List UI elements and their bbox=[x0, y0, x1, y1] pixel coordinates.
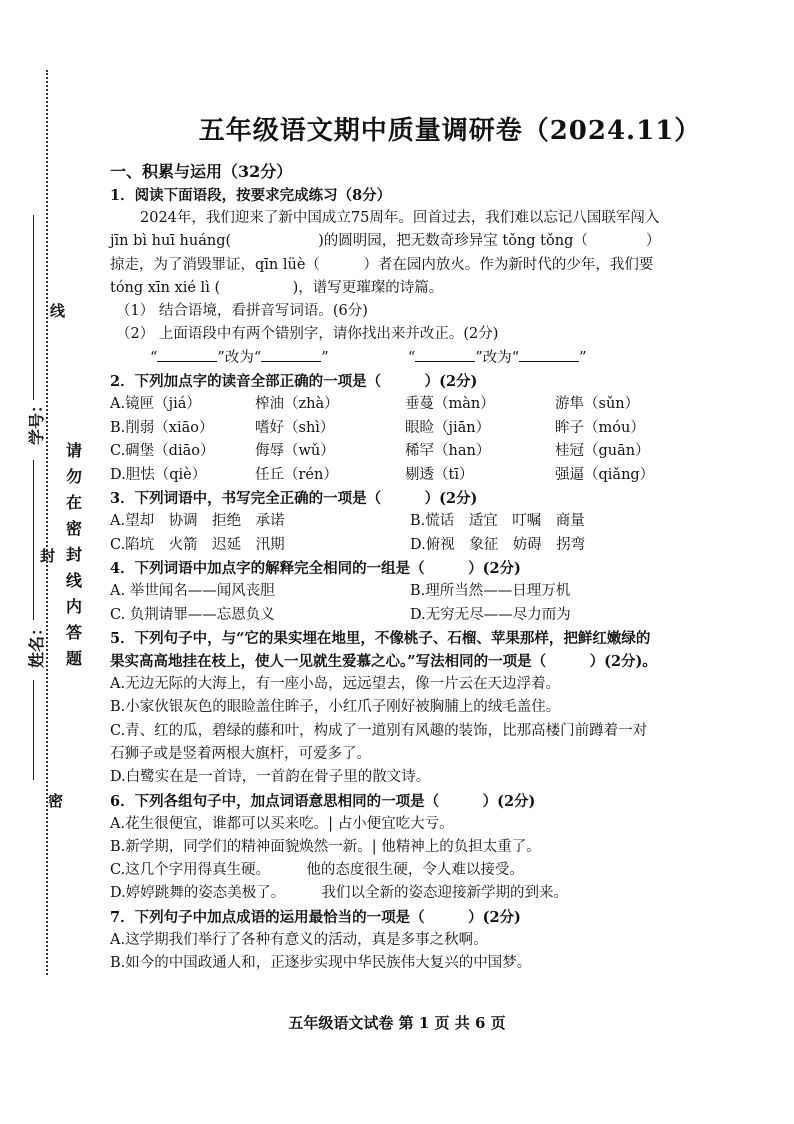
q4-row: C. 负荆请罪——忘恩负义 D.无穷无尽——尽力而为 bbox=[110, 606, 571, 623]
q6-option: A.花生很便宜，谁都可以买来吃。| 占小便宜吃大亏。 bbox=[110, 815, 454, 832]
correct-char-blank[interactable] bbox=[261, 347, 321, 362]
seal-dotted-line bbox=[46, 70, 48, 975]
q7-option: B.如今的中国政通人和，正逐步实现中华民族伟大复兴的中国梦。 bbox=[110, 955, 532, 972]
q1-line: tóng xīn xié lì ( )，谱写更璀璨的诗篇。 bbox=[110, 279, 444, 296]
exam-content bbox=[110, 110, 790, 975]
q1-line: 2024年，我们迎来了新中国成立75周年。回首过去，我们难以忘记八国联军闯入 bbox=[140, 210, 660, 226]
name-field-lower bbox=[33, 680, 34, 780]
q2-row: C.碉堡（diāo） 侮辱（wǔ） 稀罕（han） 桂冠（guān） bbox=[110, 443, 650, 460]
q5-option: B.小家伙银灰色的眼睑盖住眸子，小红爪子刚好被胸脯上的绒毛盖住。 bbox=[110, 699, 561, 716]
page-title: 五年级语文期中质量调研卷（2024.11） bbox=[198, 116, 702, 146]
q5-option: A.无边无际的大海上，有一座小岛，远远望去，像一片云在天边浮着。 bbox=[110, 676, 561, 693]
q1-sub1: （1） 结合语境，看拼音写词语。(6分) bbox=[116, 303, 368, 320]
q7-option: A.这学期我们举行了各种有意义的活动，真是多事之秋啊。 bbox=[110, 931, 488, 948]
student-id-label: 学号： bbox=[27, 396, 46, 445]
binding-margin bbox=[0, 0, 100, 1124]
q6-option: D.婷婷跳舞的姿态美极了。 我们以全新的姿态迎接新学期的到来。 bbox=[110, 885, 568, 902]
name-label: 姓名： bbox=[27, 619, 46, 668]
name-field[interactable] bbox=[33, 460, 34, 620]
q1-sub2: （2） 上面语段中有两个错别字，请你找出来并改正。(2分) bbox=[116, 326, 499, 343]
secret-char: 密 bbox=[48, 792, 64, 810]
question-5-heading-cont: 果实高高地挂在枝上，使人一见就生爱慕之心。”写法相同的一项是（ ）(2分)。 bbox=[110, 653, 657, 671]
q1-line: jīn bì huī huáng( )的圆明园，把无数奇珍异宝 tǒng tǒng（ ） bbox=[110, 233, 661, 250]
question-5-heading: 5．下列句子中，与“它的果实埋在地里，不像桃子、石榴、苹果那样，把鲜红嫩绿的 bbox=[110, 630, 651, 648]
question-7-heading: 7．下列句子中加点成语的运用最恰当的一项是（ ）(2分) bbox=[110, 908, 521, 926]
question-2-heading: 2．下列加点字的读音全部正确的一项是（ ）(2分) bbox=[110, 373, 478, 391]
q1-correction-row: “ ”改为“ ” “ ”改为“ ” bbox=[110, 347, 790, 370]
line-char: 线 bbox=[50, 302, 66, 320]
correct-char-blank[interactable] bbox=[519, 347, 579, 362]
seal-char: 封 bbox=[40, 547, 56, 565]
q2-row: D.胆怯（qiè） 任丘（rén） 剔透（tī） 强逼（qiǎng） bbox=[110, 466, 655, 483]
question-6-heading: 6．下列各组句子中，加点词语意思相同的一项是（ ）(2分) bbox=[110, 792, 536, 810]
page-footer: 五年级语文试卷 第 1 页 共 6 页 bbox=[288, 1014, 506, 1032]
q1-line: 掠走，为了消毁罪证，qīn lüè（ ）者在园内放火。作为新时代的少年，我们要 bbox=[110, 256, 654, 273]
no-answer-notice: 请勿在密封线内答题 bbox=[66, 441, 83, 668]
q3-row: A.望却 协调 拒绝 承诺 B.慌话 适宜 叮嘱 商量 bbox=[110, 513, 585, 530]
q2-row: A.镜匣（jiá） 榨油（zhà） 垂蔓（màn） 游隼（sǔn） bbox=[110, 396, 640, 413]
student-id-field[interactable] bbox=[33, 215, 34, 400]
q4-row: A. 举世闻名——闻风丧胆 B.理所当然——日理万机 bbox=[110, 583, 571, 600]
q6-option: C.这几个字用得真生硬。 他的态度很生硬，令人难以接受。 bbox=[110, 862, 524, 879]
section-heading: 一、积累与运用（32分） bbox=[110, 162, 293, 181]
question-1-heading: 1．阅读下面语段，按要求完成练习（8分） bbox=[110, 187, 392, 204]
wrong-char-blank[interactable] bbox=[157, 347, 217, 362]
q5-option-cont: 石狮子或是竖着两根大旗杆，可爱多了。 bbox=[110, 745, 371, 762]
q5-option: C.青、红的瓜，碧绿的藤和叶，构成了一道别有风趣的装饰，比那高楼门前蹲着一对 bbox=[110, 722, 648, 739]
question-3-heading: 3．下列词语中，书写完全正确的一项是（ ）(2分) bbox=[110, 490, 478, 508]
question-4-heading: 4．下列词语中加点字的解释完全相同的一组是（ ）(2分) bbox=[110, 560, 521, 578]
q6-option: B.新学期，同学们的精神面貌焕然一新。| 他精神上的负担太重了。 bbox=[110, 838, 541, 855]
q3-row: C.陷坑 火箭 迟延 汛期 D.俯视 象征 妨碍 拐弯 bbox=[110, 536, 586, 553]
wrong-char-blank[interactable] bbox=[415, 347, 475, 362]
q5-option: D.白鹭实在是一首诗，一首韵在骨子里的散文诗。 bbox=[110, 769, 431, 786]
q2-row: B.削弱（xiāo） 嗜好（shì） 眼睑（jiān） 眸子（móu） bbox=[110, 419, 645, 436]
